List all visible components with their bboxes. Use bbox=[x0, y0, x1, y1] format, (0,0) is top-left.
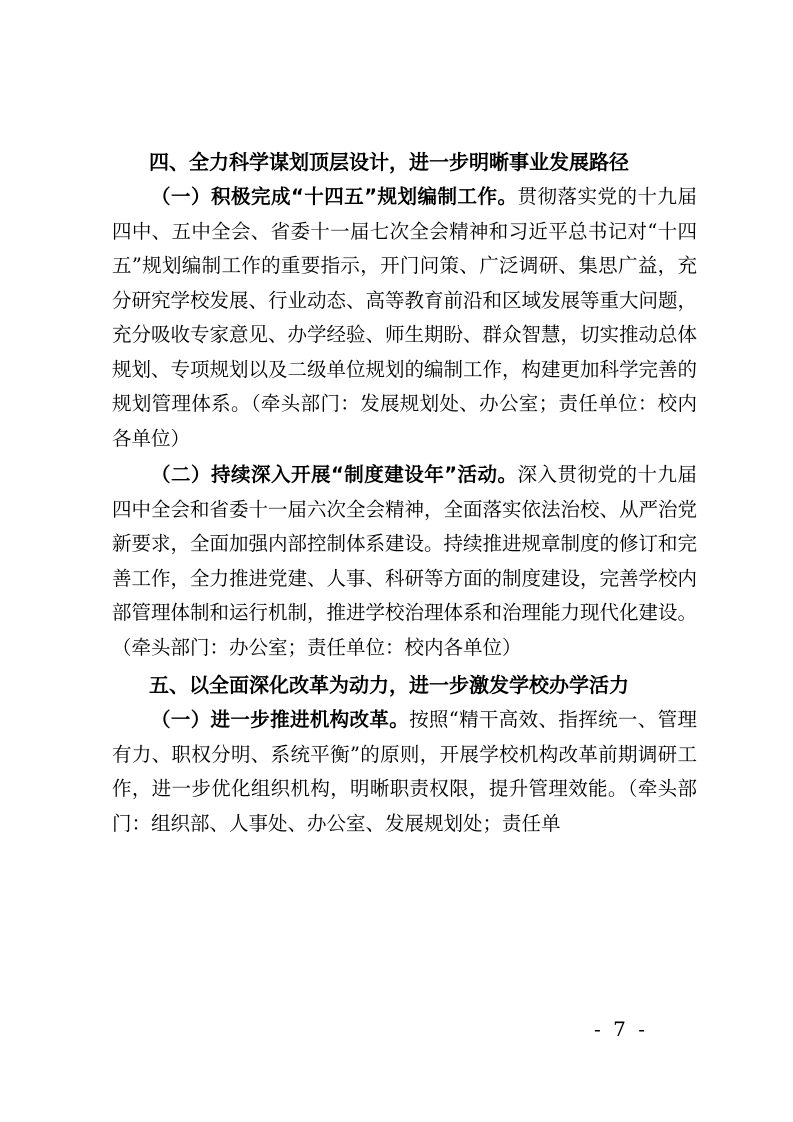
section-heading-5: 五、以全面深化改革为动力，进一步激发学校办学活力 bbox=[149, 673, 629, 697]
page-number: - 7 - bbox=[594, 1017, 648, 1041]
section-heading-4: 四、全力科学谋划顶层设计，进一步明晰事业发展路径 bbox=[149, 150, 629, 174]
paragraph-body: 贯彻落实党的十九届四中、五中全会、省委十一届七次全会精神和习近平总书记对“十四五”规划编制工作的重要指示，开门问策、广泛调研、集思广益，充分研究学校发展、行业动态、高等教育前沿和区域发展等重大问题，充分吸收专家意见、办学经验、师生期盼、群众智慧，切实推动总体规划、专项规划以及二级单位规划的编制工作，构建更加科学完善的规划管理体系。（牵头部门：发展规划处、办公室；责任单位：校内各单位） bbox=[112, 185, 698, 450]
paragraph-body: 深入贯彻党的十九届四中全会和省委十一届六次全会精神，全面落实依法治校、从严治党新要求，全面加强内部控制体系建设。持续推进规章制度的修订和完善工作，全力推进党建、人事、科研等方面的制度建设，完善学校内部管理体制和运行机制，推进学校治理体系和治理能力现代化建设。（牵头部门：办公室；责任单位：校内各单位） bbox=[112, 463, 698, 659]
paragraph-4-2 bbox=[112, 458, 697, 665]
paragraph-body: 按照“精干高效、指挥统一、管理有力、职权分明、系统平衡”的原则，开展学校机构改革前期调研工作，进一步优化组织机构，明晰职责权限，提升管理效能。（牵头部门：组织部、人事处、办公室、发展规划处；责任单 bbox=[112, 708, 697, 835]
paragraph-4-1 bbox=[112, 180, 697, 456]
document-body bbox=[112, 144, 697, 841]
paragraph-5-1 bbox=[112, 703, 697, 841]
paragraph-lead: （二）持续深入开展“制度建设年”活动。 bbox=[151, 463, 518, 486]
paragraph-lead: （一）进一步推进机构改革。 bbox=[151, 708, 410, 731]
paragraph-lead: （一）积极完成“十四五”规划编制工作。 bbox=[151, 185, 518, 208]
